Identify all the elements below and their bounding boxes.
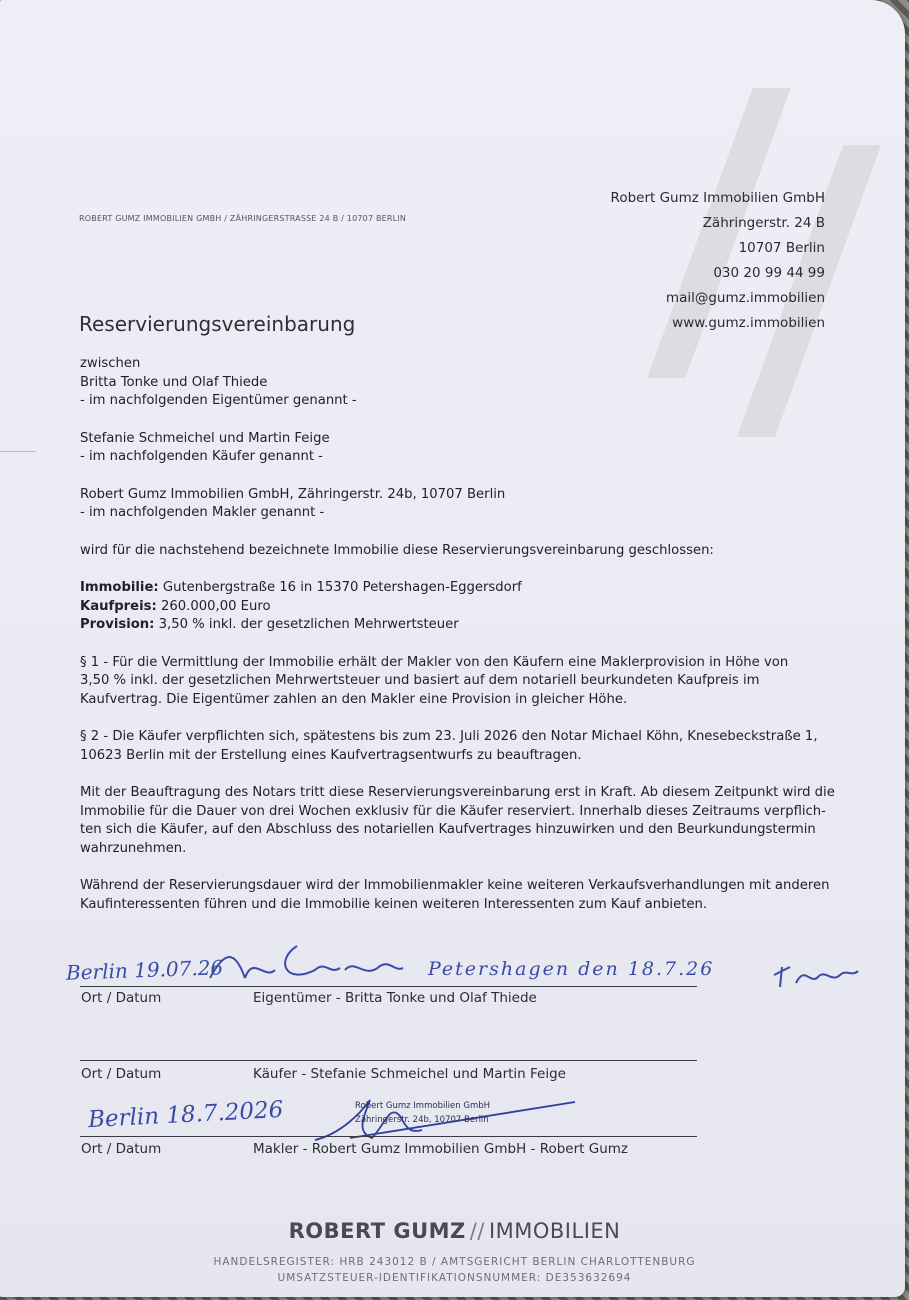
- company-stamp: [355, 1099, 490, 1127]
- paragraph-1-line: Kaufvertrag. Die Eigentümer zahlen an den Makler eine Provision in gleicher Höhe.: [80, 691, 628, 707]
- document-title: Reservierungsvereinbarung: [79, 312, 356, 336]
- document-body: [80, 355, 840, 914]
- stamp-address: Zähringerstr. 24b, 10707 Berlin: [355, 1115, 489, 1125]
- agent-role: - im nachfolgenden Makler genannt -: [80, 505, 325, 520]
- agreement-sentence: wird für die nachstehend bezeichnete Immobilie diese Reservierungsvereinbarung geschlossen:: [80, 542, 714, 558]
- letterhead-address: [611, 186, 825, 336]
- company-name: Robert Gumz Immobilien GmbH: [610, 190, 825, 206]
- paragraph-3-line: ten sich die Käufer, auf den Abschluss des notariellen Kaufvertrages hinzuwirken und den Beurkundungstermin: [80, 822, 816, 837]
- buyers-role-label: Käufer - Stefanie Schmeichel und Martin Feige: [253, 1066, 566, 1082]
- sender-line: ROBERT GUMZ IMMOBILIEN GMBH / ZÄHRINGERSTRASSE 24 B / 10707 BERLIN: [79, 214, 407, 223]
- property-value: Gutenbergstraße 16 in 15370 Petershagen-Eggersdorf: [158, 580, 522, 595]
- footer-logo: [0, 1219, 905, 1243]
- buyers-signature-line: [80, 1060, 697, 1061]
- buyers-names: Stefanie Schmeichel und Martin Feige: [80, 430, 330, 446]
- paragraph-2-line: § 2 - Die Käufer verpflichten sich, spätestens bis zum 23. Juli 2026 den Notar Michael Köhn, Knesebeckstraße 1,: [80, 729, 818, 744]
- commission-label: Provision:: [80, 617, 155, 632]
- footer-vat: UMSATZSTEUER-IDENTIFIKATIONSNUMMER: DE353632694: [277, 1272, 632, 1284]
- footer-brand-suffix: IMMOBILIEN: [488, 1219, 621, 1243]
- agent-signature-line: [80, 1136, 697, 1137]
- owners-names: Britta Tonke und Olaf Thiede: [80, 374, 268, 390]
- paragraph-2-line: 10623 Berlin mit der Erstellung eines Kaufvertragsentwurfs zu beauftragen.: [80, 747, 582, 763]
- footer-brand-separator: //: [469, 1219, 485, 1243]
- paragraph-4-line: Kaufinteressenten führen und die Immobilie keinen weiteren Interessenten zum Kauf anbieten.: [80, 896, 708, 912]
- price-label: Kaufpreis:: [80, 598, 157, 614]
- commission-line: [80, 616, 840, 635]
- footer-register: HANDELSREGISTER: HRB 243012 B / AMTSGERICHT BERLIN CHARLOTTENBURG: [213, 1256, 696, 1268]
- price-line: [80, 598, 840, 617]
- property-line: [80, 579, 840, 598]
- website: www.gumz.immobilien: [672, 315, 825, 331]
- parties-intro: zwischen: [80, 356, 141, 371]
- price-value: 260.000,00 Euro: [156, 598, 271, 614]
- owners-role: - im nachfolgenden Eigentümer genannt -: [80, 393, 357, 408]
- owners-handwritten-place-date-2: Petershagen den 18.7.26: [428, 958, 715, 980]
- property-label: Immobilie:: [80, 580, 159, 595]
- owners-place-date-label: Ort / Datum: [81, 990, 162, 1006]
- paragraph-4-line: Während der Reservierungsdauer wird der Immobilienmakler keine weiteren Verkaufsverhandlungen mit anderen: [80, 878, 830, 893]
- paragraph-3-line: wahrzunehmen.: [80, 840, 187, 856]
- paragraph-1-line: 3,50 % inkl. der gesetzlichen Mehrwertsteuer und basiert auf dem notariell beurkundeten Kaufpreis im: [80, 673, 760, 688]
- buyers-place-date-label: Ort / Datum: [81, 1066, 162, 1082]
- owners-role-label: Eigentümer - Britta Tonke und Olaf Thiede: [253, 990, 537, 1006]
- commission-value: 3,50 % inkl. der gesetzlichen Mehrwertsteuer: [154, 617, 459, 632]
- paragraph-3-line: Mit der Beauftragung des Notars tritt diese Reservierungsvereinbarung erst in Kraft. Ab diesem Zeitpunkt wird die: [80, 785, 835, 800]
- agent-name: Robert Gumz Immobilien GmbH, Zähringerstr. 24b, 10707 Berlin: [80, 486, 506, 502]
- postal-city: 10707 Berlin: [738, 240, 825, 256]
- agent-handwritten-date: Berlin 18.7.2026: [87, 1096, 284, 1134]
- owners-second-signature: [770, 955, 860, 995]
- footer-brand-name: ROBERT GUMZ: [288, 1219, 466, 1243]
- buyers-role: - im nachfolgenden Käufer genannt -: [80, 449, 323, 464]
- owners-handwritten-place-date: Berlin 19.07.26: [65, 955, 224, 985]
- stamp-company: Robert Gumz Immobilien GmbH: [355, 1101, 491, 1111]
- fold-mark: [0, 451, 36, 452]
- paragraph-3-line: Immobilie für die Dauer von drei Wochen exklusiv für die Käufer reserviert. Innerhalb dieses Zeitraums verpflich-: [80, 803, 826, 819]
- agent-place-date-label: Ort / Datum: [81, 1141, 162, 1157]
- agent-role-label: Makler - Robert Gumz Immobilien GmbH - Robert Gumz: [253, 1141, 628, 1157]
- email: mail@gumz.immobilien: [665, 290, 825, 306]
- street: Zähringerstr. 24 B: [702, 215, 825, 231]
- owners-signature-scribble: [205, 940, 405, 990]
- phone: 030 20 99 44 99: [713, 265, 825, 281]
- owners-signature-line: [80, 986, 697, 987]
- paragraph-1-line: § 1 - Für die Vermittlung der Immobilie erhält der Makler von den Käufern eine Maklerprovision in Höhe von: [80, 654, 789, 670]
